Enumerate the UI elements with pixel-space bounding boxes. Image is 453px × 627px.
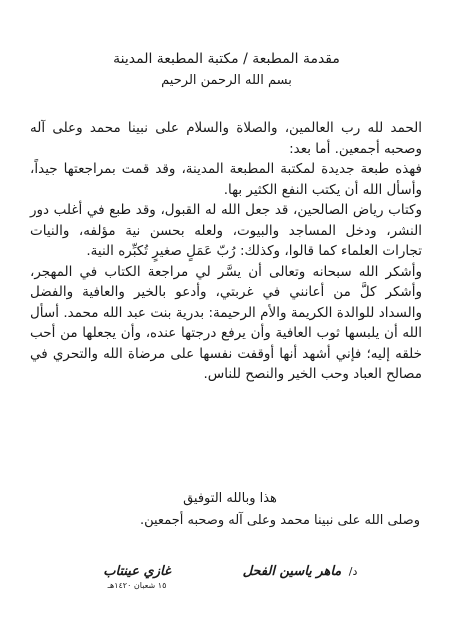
closing-salawat: وصلى الله على نبينا محمد وعلى آله وصحبه أجمعين. xyxy=(139,513,420,528)
basmala: بسم الله الرحمن الرحيم xyxy=(161,73,292,88)
signature-date: ١٥ شعبان ١٤٢٠هـ xyxy=(107,581,167,590)
signature-author-name: ماهر ياسين الفحل xyxy=(242,564,342,579)
page-header xyxy=(0,50,453,90)
paragraph-book: وكتاب رياض الصالحين، قد جعل الله له القبول، وقد طبع في أغلب دور النشر، ودخل المساجد والبيوت، ولعله بحسن نية مؤلفه، والنيات تجارات العلماء كما قالوا، وكذلك: رُبّ عَمَلٍ صغيرٍ تُكبِّره النية. xyxy=(30,202,422,259)
closing xyxy=(40,488,420,532)
signature-place-date xyxy=(82,565,192,593)
closing-tawfiq: هذا وبالله التوفيق xyxy=(183,491,277,506)
body-text xyxy=(30,118,422,385)
signature-author xyxy=(215,565,385,579)
header-title: مقدمة المطبعة / مكتبة المطبعة المدينة xyxy=(113,51,340,67)
signature-prefix: د/ xyxy=(348,565,358,578)
paragraph-edition: فهذه طبعة جديدة لمكتبة المطبعة المدينة، وقد قمت بمراجعتها جيداً، وأسأل الله أن يكتب النفع الكثير بها. xyxy=(30,161,422,198)
paragraph-opening: الحمد لله رب العالمين، والصلاة والسلام على نبينا محمد وعلى آله وصحبه أجمعين. أما بعد: xyxy=(30,120,422,157)
paragraph-thanks: وأشكر الله سبحانه وتعالى أن يسَّر لي مراجعة الكتاب في المهجر، وأشكر كلَّ من أعانني في غربتي، وأدعو بالخير والعافية والفضل والسداد للوالدة الكريمة والأم الرحيمة: بدرية بنت عبد الله محمد. أسأل الله أن يلبسها ثوب العافية وأن يرفع درجتها عنده، وأن يجعلها من أحب خلقه إليه؛ فإني أشهد أنها أوقفت نفسها على مرضاة الله والتحري في مصالح العباد وحب الخير والنصح للناس. xyxy=(30,263,422,382)
signature-place: غازي عينتاب xyxy=(103,564,171,579)
